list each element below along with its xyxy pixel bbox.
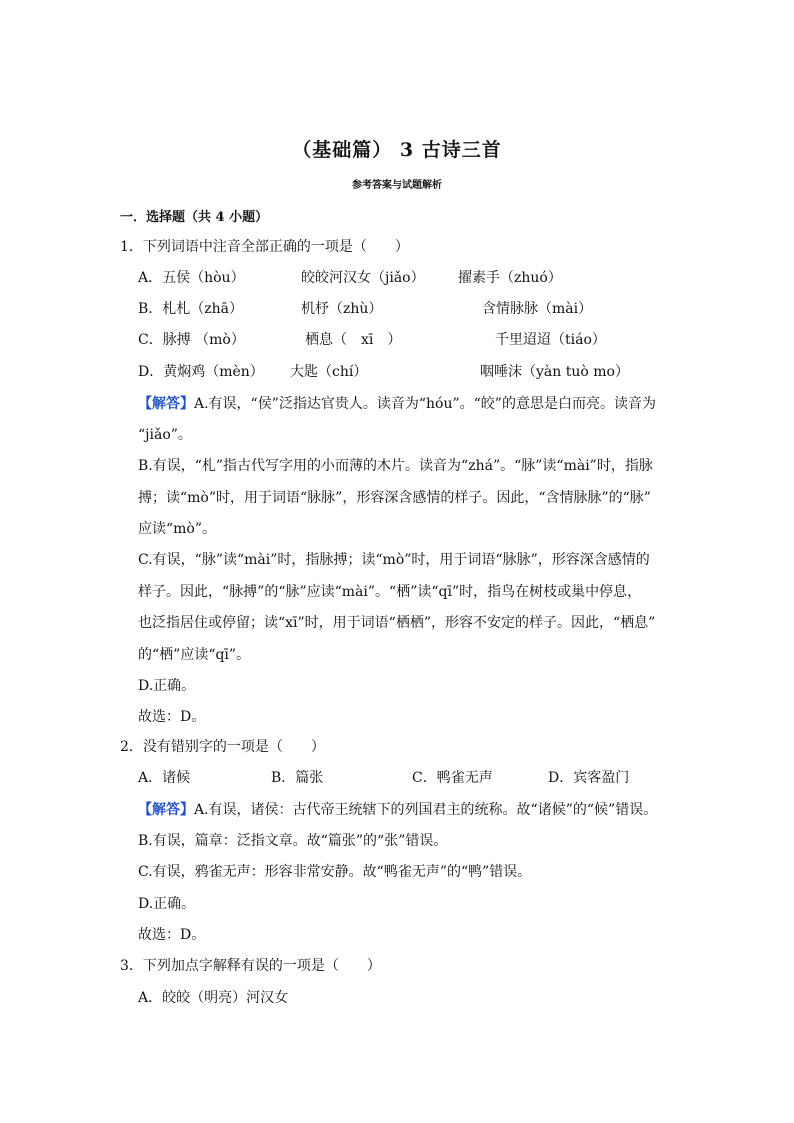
option-d-word-2: 大匙（chí）	[290, 364, 368, 380]
option-a: A．诸候	[138, 770, 191, 786]
option-c-word-3: 千里迢迢（tiáo）	[495, 332, 606, 348]
question-1-option-row-d	[138, 362, 738, 382]
option-b-word-2: 机杼（zhù）	[301, 301, 383, 317]
answer-text: A.有误，诸侯：古代帝王统辖下的列国君主的统称。故“诸候”的“候”错误。	[194, 802, 658, 818]
question-1-answer-line-5: 应读“mò”。	[138, 521, 217, 537]
question-1-answer-line-11: 故选：D。	[138, 709, 206, 725]
section-heading: 一．选择题（共 4 小题）	[120, 210, 269, 225]
question-1-answer-line-4: 搏；读“mò”时，用于词语“脉脉”，形容深含感情的样子。因此，“含情脉脉”的“脉”	[138, 490, 651, 506]
option-a-word-2: 皎皎河汉女（jiǎo）	[301, 270, 425, 286]
question-2-answer-line-5: 故选：D。	[138, 927, 206, 943]
question-1-answer-line-10: D.正确。	[138, 678, 196, 694]
question-1-option-row-a	[138, 268, 738, 288]
question-1-stem: 1．下列词语中注音全部正确的一项是（ ）	[120, 239, 409, 255]
answer-tag: 【解答】	[138, 396, 194, 412]
option-d: D．宾客盈门	[548, 770, 630, 786]
option-a-word-1: A．五侯（hòu）	[138, 270, 245, 286]
option-d-word-3: 咽唾沫（yàn tuò mo）	[480, 364, 629, 380]
question-1-answer-line-6: C.有误，“脉”读“mài”时，指脉搏；读“mò”时，用于词语“脉脉”，形容深含感情的	[138, 552, 650, 568]
option-c-word-2: 栖息（ xī ）	[305, 332, 402, 348]
answer-tag: 【解答】	[138, 802, 194, 818]
option-b-word-3: 含情脉脉（mài）	[482, 301, 593, 317]
question-2-options	[138, 768, 738, 788]
question-2-answer-line-4: D.正确。	[138, 896, 196, 912]
answer-text: A.有误，“侯”泛指达官贵人。读音为“hóu”。“皎”的意思是白而亮。读音为	[194, 396, 656, 412]
question-1-answer-line-9: 的“栖”应读“qī”。	[138, 647, 251, 663]
page-subtitle: 参考答案与试题解析	[352, 180, 442, 191]
question-2-answer-line-1	[138, 800, 657, 820]
question-1-option-row-c	[138, 330, 738, 350]
option-c-word-1: C．脉搏 （mò）	[138, 332, 245, 348]
question-1-answer-line-1	[138, 394, 656, 414]
question-1-answer-line-2: “jiǎo”。	[138, 427, 192, 443]
question-3-option-a: A．皎皎（明亮）河汉女	[138, 990, 289, 1006]
page-title: （基础篇） 3 古诗三首	[292, 139, 502, 161]
question-1-answer-line-3: B.有误，“札”指古代写字用的小而薄的木片。读音为“zhá”。“脉”读“mài”时，指脉	[138, 458, 653, 474]
question-3-stem: 3．下列加点字解释有误的一项是（ ）	[120, 958, 381, 974]
option-b-word-1: B．札札（zhā）	[138, 301, 244, 317]
option-c: C．鸭雀无声	[412, 770, 493, 786]
option-d-word-1: D．黄焖鸡（mèn）	[138, 364, 264, 380]
option-b: B．篇张	[271, 770, 324, 786]
question-2-answer-line-2: B.有误，篇章：泛指文章。故“篇张”的“张”错误。	[138, 833, 448, 849]
question-2-answer-line-3: C.有误，鸦雀无声：形容非常安静。故“鸭雀无声”的“鸭”错误。	[138, 864, 532, 880]
option-a-word-3: 擢素手（zhuó）	[458, 270, 562, 286]
question-1-option-row-b	[138, 299, 738, 319]
question-1-answer-line-7: 样子。因此，“脉搏”的“脉”应读“mài”。“栖”读“qī”时，指鸟在树枝或巢中停息，	[138, 584, 642, 600]
question-1-answer-line-8: 也泛指居住或停留；读“xī”时，用于词语“栖栖”，形容不安定的样子。因此，“栖息”	[138, 615, 656, 631]
question-2-stem: 2．没有错别字的一项是（ ）	[120, 739, 325, 755]
